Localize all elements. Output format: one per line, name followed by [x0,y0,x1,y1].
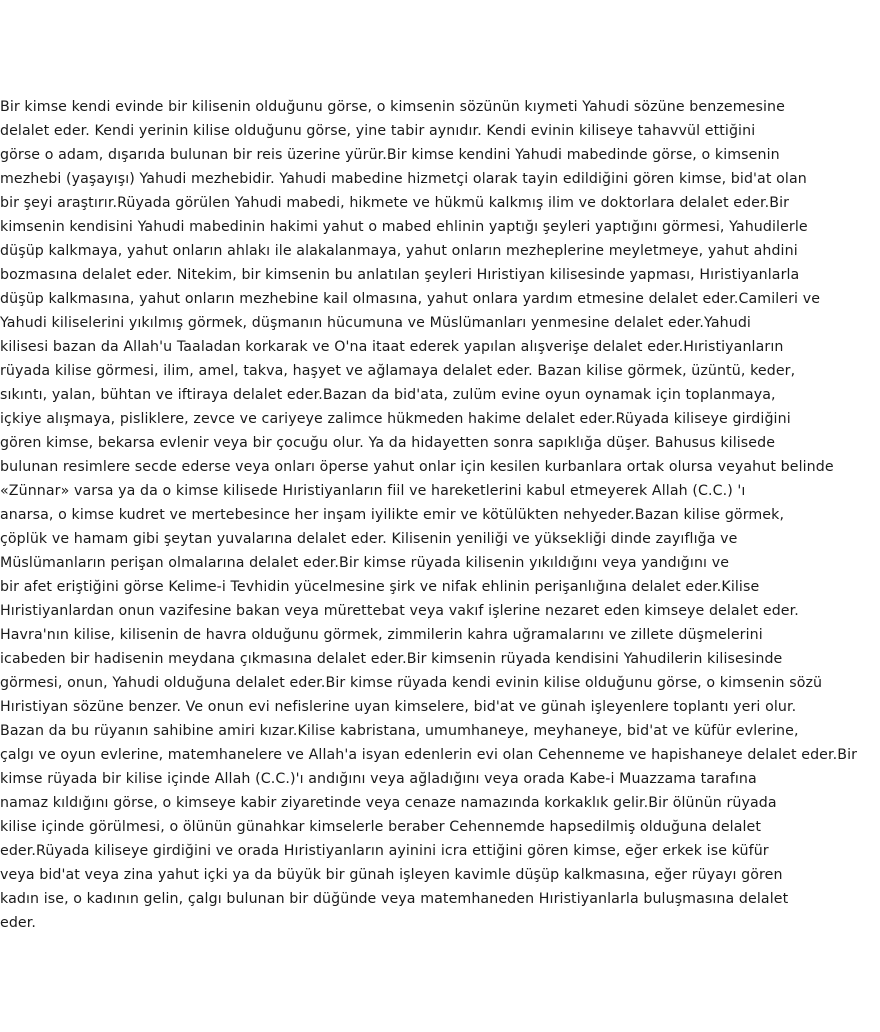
text-line: anarsa, o kimse kudret ve mertebesince her inşam iyilikte emir ve kötülükten nehyeder.Bazan kilise görmek, [0,507,785,523]
text-line: çalgı ve oyun evlerine, matemhanelere ve Allah'a isyan edenlerin evi olan Cehenneme ve hapishaneye delalet eder.Bir [0,747,858,763]
text-line: bozmasına delalet eder. Nitekim, bir kimsenin bu anlatılan şeyleri Hıristiyan kilisesinde yapması, Hıristiyanlarla [0,267,800,283]
text-line: Müslümanların perişan olmalarına delalet eder.Bir kimse rüyada kilisenin yıkıldığını veya yandığını ve [0,555,730,571]
text-line: sıkıntı, yalan, bühtan ve iftiraya delalet eder.Bazan da bid'ata, zulüm evine oyun oynamak için toplanmaya, [0,387,776,403]
text-line: görse o adam, dışarıda bulunan bir reis üzerine yürür.Bir kimse kendini Yahudi mabedinde görse, o kimsenin [0,147,780,163]
text-line: icabeden bir hadisenin meydana çıkmasına delalet eder.Bir kimsenin rüyada kendisini Yahudilerin kilisesinde [0,651,783,667]
text-line: Yahudi kiliselerini yıkılmış görmek, düşmanın hücumuna ve Müslümanları yenmesine delalet eder.Yahudi [0,315,751,331]
text-line: Bir kimse kendi evinde bir kilisenin olduğunu görse, o kimsenin sözünün kıymeti Yahudi sözüne benzemesine [0,99,785,115]
text-line: gören kimse, bekarsa evlenir veya bir çocuğu olur. Ya da hidayetten sonra sapıklığa düşer. Bahusus kilisede [0,435,776,451]
text-line: namaz kıldığını görse, o kimseye kabir ziyaretinde veya cenaze namazında korkaklık gelir.Bir ölünün rüyada [0,795,777,811]
text-line: Hıristiyan sözüne benzer. Ve onun evi nefislerine uyan kimselere, bid'at ve günah işleyenlere toplantı yeri olur. [0,699,797,715]
text-line: kimsenin kendisini Yahudi mabedinin hakimi yahut o mabed ehlinin yaptığı şeyleri yaptığını görmesi, Yahudilerle [0,219,808,235]
text-line: bulunan resimlere secde ederse veya onları öperse yahut onlar için kesilen kurbanlara ortak olursa veyahut belinde [0,459,834,475]
text-line: eder. [0,915,37,931]
text-line: kadın ise, o kadının gelin, çalgı bulunan bir düğünde veya matemhaneden Hıristiyanlarla buluşmasına delalet [0,891,789,907]
text-line: kimse rüyada bir kilise içinde Allah (C.C.)'ı andığını veya ağladığını veya orada Kabe-i Muazzama tarafına [0,771,757,787]
text-line: çöplük ve hamam gibi şeytan yuvalarına delalet eder. Kilisenin yeniliği ve yüksekliği dinde zayıflığa ve [0,531,738,547]
text-line: düşüp kalkmasına, yahut onların mezhebine kail olmasına, yahut onlara yardım etmesine delalet eder.Camileri ve [0,291,821,307]
text-line: Hıristiyanlardan onun vazifesine bakan veya mürettebat veya vakıf işlerine nezaret eden kimseye delalet eder. [0,603,799,619]
text-line: içkiye alışmaya, pisliklere, zevce ve cariyeye zalimce hükmeden hakime delalet eder.Rüyada kiliseye girdiğini [0,411,791,427]
text-line: veya bid'at veya zina yahut içki ya da büyük bir günah işleyen kavimle düşüp kalkmasına, eğer rüyayı gören [0,867,783,883]
text-line: kilise içinde görülmesi, o ölünün günahkar kimselerle beraber Cehennemde hapsedilmiş olduğuna delalet [0,819,762,835]
text-line: Bazan da bu rüyanın sahibine amiri kızar.Kilise kabristana, umumhaneye, meyhaneye, bid'at ve küfür evlerine, [0,723,799,739]
text-line: kilisesi bazan da Allah'u Taaladan korkarak ve O'na itaat ederek yapılan alışverişe delalet eder.Hıristiyanların [0,339,784,355]
text-line: rüyada kilise görmesi, ilim, amel, takva, haşyet ve ağlamaya delalet eder. Bazan kilise görmek, üzüntü, keder, [0,363,796,379]
text-line: bir şeyi araştırır.Rüyada görülen Yahudi mabedi, hikmete ve hükmü kalkmış ilim ve doktorlara delalet eder.Bir [0,195,790,211]
text-line: «Zünnar» varsa ya da o kimse kilisede Hıristiyanların fiil ve hareketlerini kabul etmeyerek Allah (C.C.) 'ı [0,483,746,499]
text-line: eder.Rüyada kiliseye girdiğini ve orada Hıristiyanların ayinini icra ettiğini gören kimse, eğer erkek ise küfür [0,843,769,859]
text-line: bir afet eriştiğini görse Kelime-i Tevhidin yücelmesine şirk ve nifak ehlinin perişanlığına delalet eder.Kilise [0,579,760,595]
text-line: düşüp kalkmaya, yahut onların ahlakı ile alakalanmaya, yahut onların mezheplerine meyletmeye, yahut ahdini [0,243,798,259]
document-body [0,95,880,935]
text-line: delalet eder. Kendi yerinin kilise olduğunu görse, yine tabir aynıdır. Kendi evinin kiliseye tahavvül ettiğini [0,123,756,139]
text-line: mezhebi (yaşayışı) Yahudi mezhebidir. Yahudi mabedine hizmetçi olarak tayin edildiğini gören kimse, bid'at olan [0,171,807,187]
text-line: Havra'nın kilise, kilisenin de havra olduğunu görmek, zimmilerin kahra uğramalarını ve zillete düşmelerini [0,627,763,643]
text-line: görmesi, onun, Yahudi olduğuna delalet eder.Bir kimse rüyada kendi evinin kilise olduğunu görse, o kimsenin sözü [0,675,823,691]
